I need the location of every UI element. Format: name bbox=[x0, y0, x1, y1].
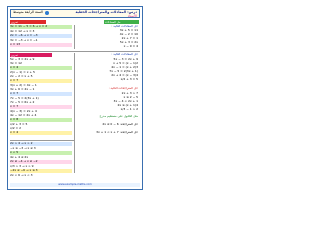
solution-line: x = 7 bbox=[10, 92, 72, 96]
solution-line: 3x = 11 − 5 = 6 → x = 2 bbox=[10, 25, 72, 29]
exercise-heading: حل المعادلات التالية : bbox=[111, 25, 138, 28]
solution-line: x = 7 bbox=[10, 79, 72, 83]
solution-line: 3(x + 2) = 4x − 1 bbox=[10, 84, 37, 87]
solution-line: 2x ≥ −4 → x ≥ −2 bbox=[10, 160, 72, 164]
worksheet-page bbox=[7, 6, 143, 190]
top-left-solutions bbox=[10, 25, 72, 49]
solution-line: x = 4 bbox=[10, 131, 72, 135]
exercise-heading: حل المتراجحات التالية : bbox=[108, 87, 138, 90]
solution-line: x = 8 bbox=[10, 118, 72, 122]
page-subtitle: الأستاذ bbox=[127, 13, 137, 18]
solution-line: 7x − 5 = 2(3x + 1) bbox=[10, 97, 39, 100]
solution-line: 2(x − 1) = x + 5 bbox=[10, 71, 35, 74]
solution-line: −2x ≥ −6 → x ≤ 3 bbox=[10, 169, 72, 173]
solution-line: 2x − 2 = x + 5 bbox=[10, 75, 33, 78]
section-divider bbox=[10, 51, 140, 52]
exercise-line: 5x − 3 = 2x + 9 bbox=[113, 58, 138, 61]
section-divider bbox=[10, 140, 74, 141]
solution-line: 4x = 12 → x = 3 bbox=[10, 29, 35, 33]
middle-left-solutions bbox=[10, 58, 72, 138]
top-right-exercises bbox=[76, 25, 138, 49]
solution-line: −x ≤ −3 → x ≥ 3 bbox=[10, 146, 36, 150]
logo-icon bbox=[45, 11, 49, 15]
exercise-line: x/3 − 1 > 2 bbox=[120, 108, 138, 111]
exercise-line: x − 9 = 4 bbox=[123, 45, 138, 48]
solution-line: 3x + 6 = 4x − 1 bbox=[10, 88, 35, 91]
exercise-line: 2x + 7 = 1 bbox=[121, 37, 138, 40]
exercise-line: 4(x − 3) = 2x + 4 bbox=[111, 74, 138, 77]
solution-line: 2x > 4 → x > 2 bbox=[10, 142, 72, 146]
exercise-line: حل المتراجحة: 6 − 2x ≥ 0 bbox=[102, 123, 138, 126]
solution-line: 2x < 6 → x < 3 bbox=[10, 173, 33, 177]
section-tag-right: حل المعادلات bbox=[104, 20, 139, 24]
exercise-heading: مثل الحلول على مستقيم مدرج bbox=[99, 115, 138, 118]
level-label: السنة الرابعة متوسط bbox=[13, 9, 43, 14]
exercise-line: 5 − x ≤ 2 bbox=[123, 96, 138, 99]
page-title: درس: المعادلات والمتراجحات الخطية bbox=[75, 9, 137, 14]
solution-line: x = 4 bbox=[10, 66, 72, 70]
solution-line: 3x = −3 → x = −1 bbox=[10, 38, 38, 42]
footer-link[interactable]: www.example-maths.com bbox=[10, 183, 140, 187]
exercise-line: 4(x + 1) ≥ 2x bbox=[117, 104, 138, 107]
exercise-line: 4x − 2 = 10 bbox=[119, 33, 138, 36]
middle-right-exercises bbox=[76, 53, 138, 173]
section-tag-left: تمرين bbox=[10, 20, 46, 24]
exercise-heading: حل المعادلات التالية : bbox=[111, 53, 138, 56]
exercise-line: 3x + 5 = 11 bbox=[119, 29, 138, 32]
column-divider bbox=[74, 25, 75, 49]
solution-line: x/2 + 3 = 5 bbox=[10, 123, 28, 126]
page-header bbox=[10, 9, 140, 18]
solution-line: 4(x − 3) = 2x + 4 bbox=[10, 110, 37, 113]
solution-line: x = 7 bbox=[10, 105, 72, 109]
exercise-line: حل المتراجحة: 3x + 1 < x + 7 bbox=[96, 131, 138, 134]
solution-line: 2x = −6 → x = −3 bbox=[10, 34, 72, 38]
lower-left-solutions bbox=[10, 142, 72, 180]
exercise-line: 7x − 5 = 2(3x + 1) bbox=[109, 70, 138, 73]
solution-line: 7x − 5 = 6x + 2 bbox=[10, 101, 35, 104]
exercise-line: 3x − 4 < 2x + 1 bbox=[113, 100, 138, 103]
solution-line: x < 5 bbox=[10, 151, 72, 155]
solution-line: 4x + 4 ≥ 2x bbox=[10, 155, 29, 159]
column-divider bbox=[74, 53, 75, 173]
exercise-line: 5x + 3 = 2x bbox=[119, 41, 138, 44]
solution-line: x/2 = 2 bbox=[10, 127, 22, 130]
section-tag-middle: تمرين bbox=[10, 53, 52, 57]
exercise-line: 2x + 3 > 7 bbox=[121, 92, 138, 95]
solution-line: 3x = 12 bbox=[10, 62, 22, 65]
exercise-line: 2(x − 1) = x + 5 bbox=[113, 62, 138, 65]
exercise-line: 3(x + 2) = 4x − 1 bbox=[111, 66, 138, 69]
solution-line: 5x − 3 = 2x + 9 bbox=[10, 58, 35, 61]
solution-line: x/3 > 3 → x > 9 bbox=[10, 164, 34, 168]
exercise-line: x/2 + 3 = 5 bbox=[120, 78, 138, 81]
solution-line: x = 13 bbox=[10, 43, 72, 47]
solution-line: 4x − 12 = 2x + 4 bbox=[10, 114, 37, 117]
